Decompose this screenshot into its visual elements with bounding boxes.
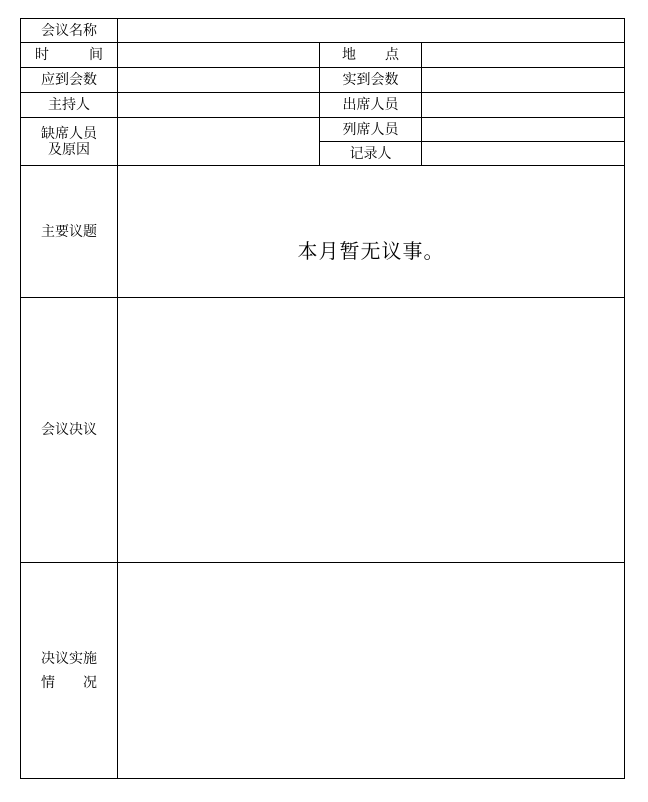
present-members-label: 出席人员 [320, 93, 422, 118]
implementation-label: 决议实施 情 况 [21, 563, 118, 779]
present-members-field[interactable] [422, 93, 625, 118]
row-absent-observers [21, 118, 625, 142]
resolutions-label: 会议决议 [21, 298, 118, 563]
row-main-topics [21, 166, 625, 298]
absent-label: 缺席人员 及原因 [21, 118, 118, 166]
host-field[interactable] [118, 93, 320, 118]
row-implementation [21, 563, 625, 779]
time-field[interactable] [118, 43, 320, 68]
meeting-name-label: 会议名称 [21, 19, 118, 43]
actual-attendees-field[interactable] [422, 68, 625, 93]
main-topics-field[interactable] [118, 166, 625, 298]
row-time-location [21, 43, 625, 68]
observers-field[interactable] [422, 118, 625, 142]
meeting-minutes-table [20, 18, 625, 779]
actual-attendees-label: 实到会数 [320, 68, 422, 93]
row-meeting-name [21, 19, 625, 43]
expected-attendees-field[interactable] [118, 68, 320, 93]
expected-attendees-label: 应到会数 [21, 68, 118, 93]
main-topics-text: 本月暂无议事。 [297, 239, 445, 263]
absent-reason-field[interactable] [118, 118, 320, 166]
meeting-name-field[interactable] [118, 19, 625, 43]
location-label: 地 点 [320, 43, 422, 68]
recorder-label: 记录人 [320, 142, 422, 166]
location-field[interactable] [422, 43, 625, 68]
resolutions-field[interactable] [118, 298, 625, 563]
time-label: 时 间 [21, 43, 118, 68]
row-resolutions [21, 298, 625, 563]
recorder-field[interactable] [422, 142, 625, 166]
row-attendance-count [21, 68, 625, 93]
implementation-field[interactable] [118, 563, 625, 779]
observers-label: 列席人员 [320, 118, 422, 142]
main-topics-label: 主要议题 [21, 166, 118, 298]
row-host-present [21, 93, 625, 118]
host-label: 主持人 [21, 93, 118, 118]
